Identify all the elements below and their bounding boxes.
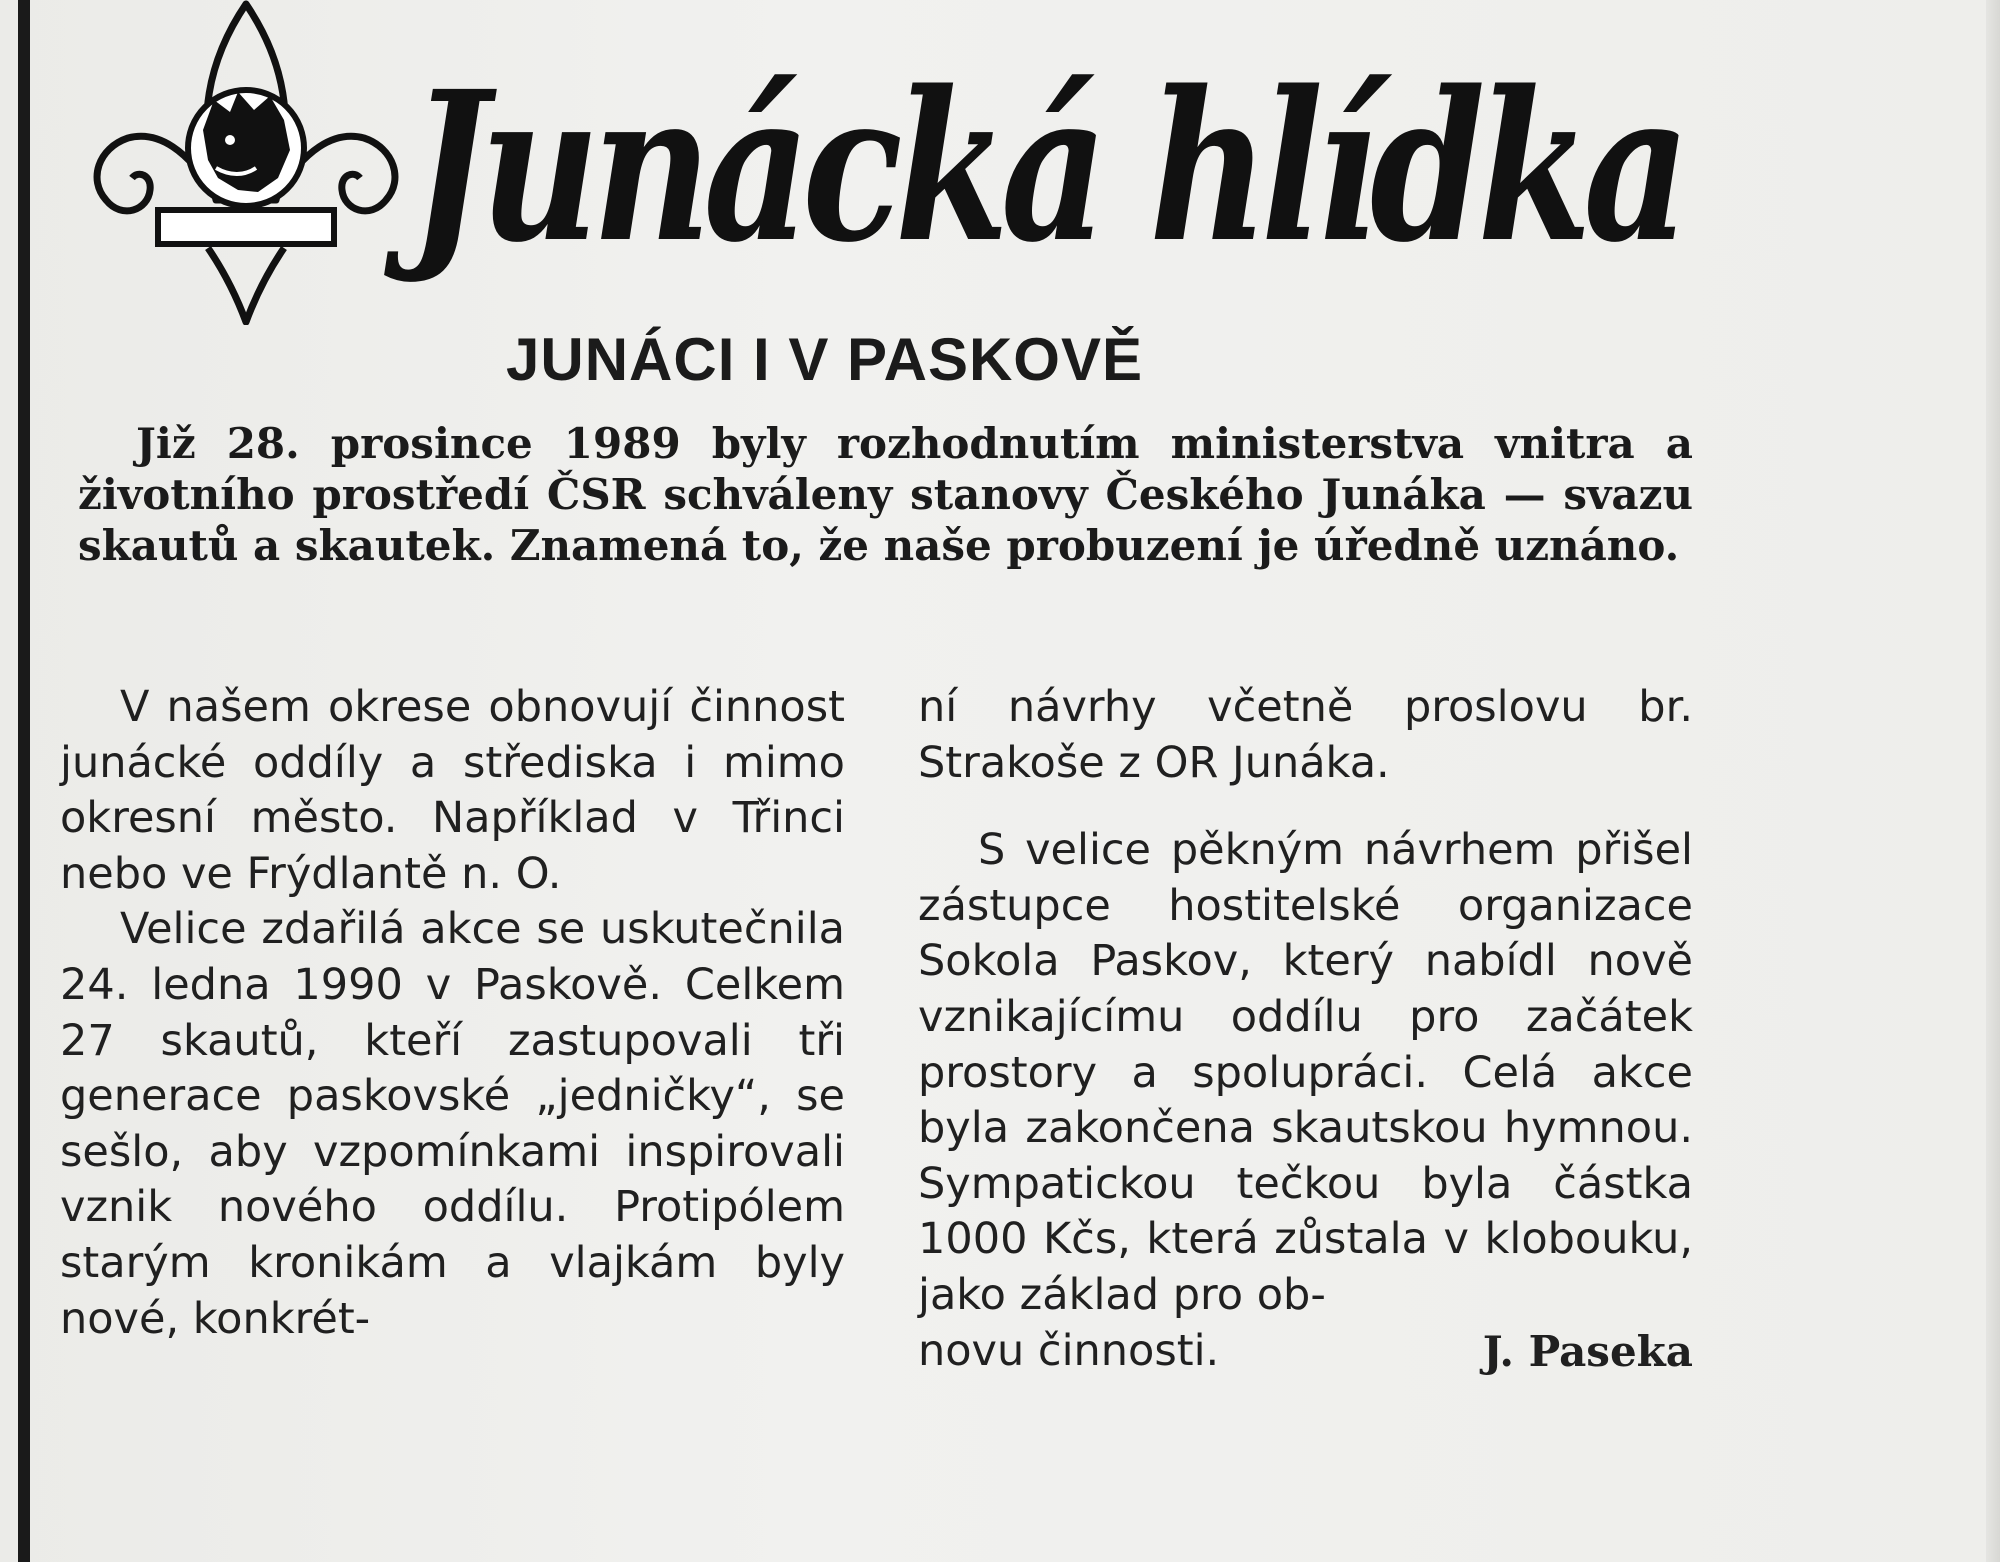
- article-headline: JUNÁCI I V PASKOVĚ: [506, 326, 1144, 393]
- paragraph-3-end: novu činnosti.: [918, 1325, 1220, 1376]
- paragraph-1: V našem okrese obnovují činnost junácké oddíly a střediska i mimo okresní město. Například v Třinci nebo ve Frýdlantě n. O.: [60, 682, 845, 899]
- paragraph-2-start: Velice zdařilá akce se uskutečnila 24. ledna 1990 v Paskově. Celkem 27 skautů, kteří zastupovali tři generace paskovské „jedničky“, se sešlo, aby vzpomínkami inspirovali vznik nového oddílu. Protipólem starým kronikám a vlajkám byly nové, konkrét-: [60, 904, 845, 1344]
- paragraph-3: S velice pěkným návrhem přišel zástupce hostitelské organizace Sokola Paskov, který nabídl nově vznikajícímu oddílu pro začátek prostory a spolupráci. Celá akce byla zakončena skautskou hymnou. Sympatickou tečkou byla částka 1000 Kčs, která zůstala v klobouku, jako základ pro ob-: [918, 825, 1693, 1320]
- paragraph-2-end: ní návrhy včetně proslovu br. Strakoše z OR Junáka.: [918, 682, 1693, 788]
- fleur-de-lis-with-lion-head-icon: [88, 0, 404, 325]
- author-signature: J. Paseka: [1482, 1326, 1693, 1376]
- masthead-title: Junácká hlídka: [410, 46, 1683, 288]
- lead-text: Již 28. prosince 1989 byly rozhodnutím ministerstva vnitra a životního prostředí ČSR schváleny stanovy Českého Junáka — svazu skautů a skautek. Znamená to, že naše probuzení je úředně uznáno.: [78, 419, 1693, 570]
- page-edge: [1986, 0, 2000, 1562]
- column-rule: [18, 0, 30, 1562]
- article-column-right: [918, 680, 1693, 1379]
- closing-line: [918, 1324, 1693, 1380]
- article-column-left: [60, 680, 845, 1347]
- article-lead: [78, 418, 1693, 571]
